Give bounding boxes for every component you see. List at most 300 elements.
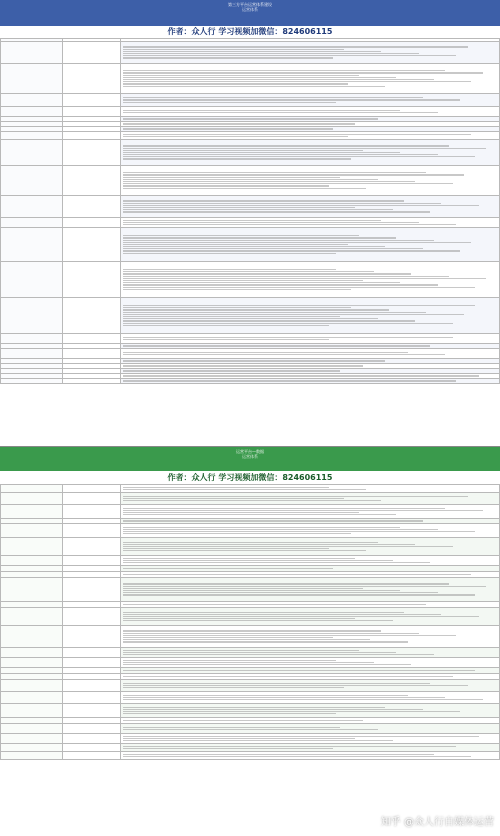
sheet2-author-banner: 作者：众人行 学习视频加微信：824606115 — [0, 472, 500, 484]
sheet1-detail-text-line — [123, 179, 378, 180]
sheet1-detail-text-line — [123, 181, 416, 182]
sheet1-detail-text-line — [123, 273, 412, 274]
sheet2-detail-text-line — [123, 670, 476, 671]
sheet2-detail-text-line — [123, 720, 363, 721]
sheet2-detail-text-line — [123, 562, 431, 563]
sheet2-table-row — [1, 734, 500, 744]
sheet2-table-row — [1, 658, 500, 668]
sheet1-detail-text-line — [123, 289, 352, 290]
sheet1-table-row — [1, 349, 500, 359]
sheet1-cell-detail — [121, 166, 500, 196]
sheet1-cell-item — [63, 94, 121, 107]
sheet2-cell-category — [1, 556, 63, 566]
sheet1-detail-text-line — [123, 224, 457, 225]
sheet2-cell-category — [1, 724, 63, 734]
sheet1-detail-text-line — [123, 309, 389, 310]
sheet2-cell-item — [63, 608, 121, 626]
sheet1-cell-category — [1, 42, 63, 64]
sheet2-detail-text-line — [123, 637, 333, 638]
sheet1-cell-detail — [121, 140, 500, 166]
sheet1-table-row — [1, 94, 500, 107]
sheet1-detail-text-line — [123, 136, 348, 137]
sheet2-table-row — [1, 608, 500, 626]
sheet2-detail-text-line — [123, 729, 378, 730]
sheet2-detail-text-line — [123, 614, 442, 615]
sheet2-detail-text-line — [123, 514, 397, 515]
sheet1-table-row — [1, 262, 500, 298]
sheet2-cell-item — [63, 505, 121, 519]
sheet1-detail-text-line — [123, 79, 434, 80]
sheet2-cell-item — [63, 752, 121, 760]
sheet1-cell-item — [63, 228, 121, 262]
sheet1-detail-text-line — [123, 188, 367, 189]
sheet1-cell-detail — [121, 218, 500, 228]
sheet-operation-platform-data — [0, 447, 500, 836]
sheet1-detail-text-line — [123, 97, 423, 98]
sheet2-cell-item — [63, 556, 121, 566]
sheet2-cell-detail — [121, 704, 500, 718]
sheet2-detail-text-line — [123, 748, 333, 749]
sheet1-table-row — [1, 379, 500, 384]
sheet1-cell-item — [63, 166, 121, 196]
sheet2-detail-text-line — [123, 650, 359, 651]
sheet2-cell-detail — [121, 556, 500, 566]
sheet1-table-row — [1, 140, 500, 166]
sheet2-table-row — [1, 680, 500, 692]
sheet1-cell-detail — [121, 132, 500, 140]
sheet2-cell-category — [1, 744, 63, 752]
sheet1-header-title: 第三方平台运营体系建设 — [228, 2, 272, 7]
sheet1-cell-category — [1, 298, 63, 334]
sheet1-table-row — [1, 42, 500, 64]
sheet1-cell-detail — [121, 94, 500, 107]
sheet2-cell-item — [63, 658, 121, 668]
sheet1-detail-text-line — [123, 134, 472, 135]
sheet1-cell-item — [63, 218, 121, 228]
sheet1-detail-text-line — [123, 112, 438, 113]
sheet1-cell-category — [1, 107, 63, 117]
sheet1-cell-detail — [121, 349, 500, 359]
sheet1-header — [0, 0, 500, 26]
sheet2-detail-text-line — [123, 754, 434, 755]
sheet2-header-title: 运营平台—数据 — [236, 449, 264, 454]
sheet2-table-row — [1, 752, 500, 760]
sheet2-cell-detail — [121, 493, 500, 505]
sheet1-detail-text-line — [123, 75, 359, 76]
sheet1-cell-detail — [121, 64, 500, 94]
sheet1-detail-text-line — [123, 70, 446, 71]
sheet1-cell-detail — [121, 107, 500, 117]
sheet1-cell-category — [1, 166, 63, 196]
sheet2-table-row — [1, 692, 500, 704]
sheet1-detail-text-line — [123, 280, 363, 281]
sheet2-detail-text-line — [123, 574, 472, 575]
sheet1-cell-item — [63, 349, 121, 359]
sheet1-detail-text-line — [123, 207, 356, 208]
sheet1-detail-text-line — [123, 205, 479, 206]
sheet2-table-row — [1, 648, 500, 658]
sheet1-detail-text-line — [123, 305, 476, 306]
sheet1-detail-text-line — [123, 284, 438, 285]
sheet1-author-banner: 作者：众人行 学习视频加微信：824606115 — [0, 26, 500, 38]
sheet2-detail-text-line — [123, 652, 397, 653]
sheet1-table-row — [1, 196, 500, 218]
sheet1-detail-text-line — [123, 152, 401, 153]
sheet2-cell-category — [1, 485, 63, 493]
sheet1-detail-text-line — [123, 211, 431, 212]
sheet1-detail-text-line — [123, 246, 386, 247]
sheet2-cell-item — [63, 744, 121, 752]
sheet2-cell-item — [63, 724, 121, 734]
sheet1-detail-text-line — [123, 360, 386, 361]
sheet2-detail-text-line — [123, 727, 341, 728]
sheet2-detail-text-line — [123, 620, 393, 621]
sheet1-cell-item — [63, 298, 121, 334]
sheet1-cell-category — [1, 218, 63, 228]
sheet1-detail-text-line — [123, 99, 461, 100]
sheet2-cell-item — [63, 485, 121, 493]
sheet2-detail-text-line — [123, 709, 423, 710]
sheet2-detail-text-line — [123, 583, 449, 584]
sheet2-cell-category — [1, 734, 63, 744]
sheet2-detail-text-line — [123, 588, 363, 589]
sheet2-detail-text-line — [123, 512, 359, 513]
sheet2-detail-text-line — [123, 487, 329, 488]
sheet1-detail-text-line — [123, 172, 427, 173]
sheet2-cell-category — [1, 648, 63, 658]
sheet2-table-row — [1, 724, 500, 734]
sheet1-detail-text-line — [123, 248, 423, 249]
sheet1-detail-text-line — [123, 380, 457, 381]
sheet1-cell-category — [1, 94, 63, 107]
sheet1-detail-text-line — [123, 148, 487, 149]
sheet1-detail-text-line — [123, 278, 487, 279]
sheet1-cell-category — [1, 379, 63, 384]
sheet1-detail-text-line — [123, 253, 337, 254]
sheet2-detail-text-line — [123, 568, 333, 569]
sheet2-cell-detail — [121, 734, 500, 744]
sheet1-detail-text-line — [123, 365, 363, 366]
sheet2-detail-text-line — [123, 508, 446, 509]
sheet1-detail-text-line — [123, 183, 453, 184]
sheet1-detail-text-line — [123, 354, 446, 355]
sheet2-table-row — [1, 505, 500, 519]
sheet1-detail-text-line — [123, 51, 382, 52]
sheet2-cell-detail — [121, 485, 500, 493]
sheet1-detail-text-line — [123, 150, 363, 151]
sheet1-cell-item — [63, 379, 121, 384]
sheet2-cell-item — [63, 648, 121, 658]
sheet1-detail-text-line — [123, 325, 329, 326]
sheet1-detail-text-line — [123, 269, 337, 270]
sheet2-detail-text-line — [123, 510, 483, 511]
sheet1-cell-category — [1, 228, 63, 262]
sheet1-detail-text-line — [123, 128, 333, 129]
sheet2-table-row — [1, 578, 500, 602]
sheet2-detail-text-line — [123, 654, 434, 655]
sheet1-cell-category — [1, 196, 63, 218]
sheet2-cell-category — [1, 692, 63, 704]
sheet1-detail-text-line — [123, 77, 397, 78]
sheet2-table-row — [1, 538, 500, 556]
sheet1-detail-text-line — [123, 81, 472, 82]
sheet2-detail-text-line — [123, 531, 476, 532]
sheet1-detail-text-line — [123, 203, 442, 204]
sheet2-detail-text-line — [123, 558, 356, 559]
sheet2-detail-text-line — [123, 695, 408, 696]
sheet1-detail-text-line — [123, 242, 472, 243]
sheet2-cell-detail — [121, 724, 500, 734]
sheet1-detail-text-line — [123, 158, 352, 159]
sheet1-detail-text-line — [123, 118, 378, 119]
sheet1-detail-text-line — [123, 72, 483, 73]
sheet1-detail-text-line — [123, 220, 382, 221]
sheet2-detail-text-line — [123, 713, 337, 714]
sheet1-cell-category — [1, 132, 63, 140]
sheet1-detail-text-line — [123, 250, 461, 251]
sheet2-detail-text-line — [123, 633, 419, 634]
sheet2-detail-text-line — [123, 529, 438, 530]
sheet2-cell-item — [63, 578, 121, 602]
sheet1-table-row — [1, 334, 500, 344]
sheet2-cell-category — [1, 608, 63, 626]
sheet1-cell-category — [1, 334, 63, 344]
sheet1-detail-text-line — [123, 57, 333, 58]
sheet2-detail-text-line — [123, 635, 457, 636]
sheet1-detail-text-line — [123, 185, 329, 186]
sheet1-detail-text-line — [123, 307, 352, 308]
sheet2-header-subtitle: 运营体系 — [242, 454, 258, 459]
sheet1-detail-text-line — [123, 123, 356, 124]
sheet2-detail-text-line — [123, 550, 367, 551]
sheet2-cell-detail — [121, 692, 500, 704]
sheet2-cell-item — [63, 704, 121, 718]
sheet2-cell-item — [63, 524, 121, 538]
sheet2-detail-text-line — [123, 560, 393, 561]
sheet1-cell-item — [63, 262, 121, 298]
sheet1-detail-text-line — [123, 177, 341, 178]
sheet1-cell-detail — [121, 334, 500, 344]
sheet1-cell-detail — [121, 196, 500, 218]
sheet2-header — [0, 447, 500, 471]
sheet1-detail-text-line — [123, 46, 468, 47]
sheet1-cell-detail — [121, 228, 500, 262]
sheet1-detail-text-line — [123, 339, 329, 340]
sheet1-cell-item — [63, 42, 121, 64]
sheet1-detail-text-line — [123, 320, 416, 321]
sheet1-detail-text-line — [123, 156, 476, 157]
sheet1-cell-detail — [121, 42, 500, 64]
sheet2-detail-text-line — [123, 544, 416, 545]
sheet1-detail-text-line — [123, 49, 344, 50]
sheet1-table-row — [1, 64, 500, 94]
sheet2-detail-text-line — [123, 542, 378, 543]
sheet1-cell-category — [1, 140, 63, 166]
sheet2-cell-item — [63, 692, 121, 704]
sheet2-cell-item — [63, 626, 121, 648]
sheet1-detail-text-line — [123, 102, 337, 103]
sheet1-cell-category — [1, 262, 63, 298]
sheet2-cell-category — [1, 704, 63, 718]
sheet2-detail-text-line — [123, 756, 472, 757]
sheet1-cell-item — [63, 140, 121, 166]
sheet2-detail-text-line — [123, 586, 487, 587]
sheet2-cell-category — [1, 505, 63, 519]
sheet1-detail-text-line — [123, 237, 397, 238]
sheet1-detail-text-line — [123, 110, 401, 111]
watermark: 知乎 @众人行自媒体运营 — [380, 817, 494, 828]
sheet2-cell-category — [1, 493, 63, 505]
sheet1-detail-text-line — [123, 174, 464, 175]
sheet2-detail-text-line — [123, 533, 352, 534]
sheet1-table-row — [1, 132, 500, 140]
sheet1-detail-text-line — [123, 83, 348, 84]
sheet2-detail-text-line — [123, 641, 408, 642]
sheet2-table-row — [1, 704, 500, 718]
sheet1-detail-text-line — [123, 86, 386, 87]
sheet2-detail-text-line — [123, 604, 427, 605]
sheet1-cell-detail — [121, 298, 500, 334]
sheet2-detail-text-line — [123, 527, 401, 528]
sheet1-cell-item — [63, 334, 121, 344]
sheet2-detail-text-line — [123, 616, 479, 617]
sheet2-detail-text-line — [123, 548, 329, 549]
sheet1-detail-text-line — [123, 352, 408, 353]
sheet1-detail-text-line — [123, 375, 479, 376]
sheet2-detail-text-line — [123, 746, 457, 747]
sheet2-cell-detail — [121, 658, 500, 668]
sheet2-cell-category — [1, 752, 63, 760]
sheet1-detail-text-line — [123, 282, 401, 283]
sheet1-table-row — [1, 218, 500, 228]
sheet2-cell-detail — [121, 538, 500, 556]
sheet2-cell-category — [1, 680, 63, 692]
sheet2-cell-category — [1, 578, 63, 602]
sheet1-detail-text-line — [123, 337, 453, 338]
sheet2-cell-category — [1, 524, 63, 538]
sheet2-cell-category — [1, 626, 63, 648]
sheet1-detail-text-line — [123, 200, 404, 201]
sheet1-cell-item — [63, 196, 121, 218]
sheet2-detail-text-line — [123, 500, 382, 501]
sheet2-detail-text-line — [123, 740, 393, 741]
sheet2-cell-detail — [121, 744, 500, 752]
sheet2-detail-text-line — [123, 662, 374, 663]
sheet2-table-row — [1, 524, 500, 538]
sheet1-cell-item — [63, 64, 121, 94]
sheet2-detail-text-line — [123, 590, 401, 591]
sheet2-cell-item — [63, 680, 121, 692]
sheet2-detail-text-line — [123, 687, 344, 688]
sheet1-cell-detail — [121, 379, 500, 384]
sheet2-detail-text-line — [123, 660, 337, 661]
sheet1-table-row — [1, 228, 500, 262]
sheet1-detail-text-line — [123, 244, 348, 245]
sheet2-detail-text-line — [123, 594, 476, 595]
sheet2-table-row — [1, 493, 500, 505]
sheet2-cell-category — [1, 538, 63, 556]
sheet2-detail-text-line — [123, 699, 483, 700]
sheet2-detail-text-line — [123, 664, 412, 665]
sheet2-detail-text-line — [123, 496, 468, 497]
sheet2-detail-text-line — [123, 707, 386, 708]
sheet2-cell-category — [1, 658, 63, 668]
sheet2-cell-item — [63, 493, 121, 505]
sheet1-detail-text-line — [123, 271, 374, 272]
sheet2-detail-text-line — [123, 520, 423, 521]
sheet1-cell-detail — [121, 262, 500, 298]
sheet1-detail-text-line — [123, 53, 419, 54]
sheet2-table-row — [1, 744, 500, 752]
sheet1-detail-text-line — [123, 318, 378, 319]
sheet1-table-row — [1, 298, 500, 334]
sheet1-detail-text-line — [123, 222, 419, 223]
sheet1-detail-text-line — [123, 154, 438, 155]
sheet2-detail-text-line — [123, 697, 446, 698]
sheet1-detail-text-line — [123, 276, 449, 277]
sheet1-detail-text-line — [123, 55, 457, 56]
sheet2-detail-text-line — [123, 639, 371, 640]
sheet2-table — [0, 484, 500, 760]
sheet2-cell-detail — [121, 578, 500, 602]
sheet1-cell-category — [1, 349, 63, 359]
sheet2-detail-text-line — [123, 685, 468, 686]
sheet2-detail-text-line — [123, 738, 356, 739]
sheet1-header-subtitle: 运营体系 — [242, 7, 258, 12]
sheet2-cell-item — [63, 734, 121, 744]
sheet2-table-row — [1, 485, 500, 493]
sheet2-detail-text-line — [123, 630, 382, 631]
sheet2-detail-text-line — [123, 489, 367, 490]
sheet2-detail-text-line — [123, 736, 479, 737]
sheet1-detail-text-line — [123, 145, 449, 146]
sheet1-cell-item — [63, 132, 121, 140]
sheet2-detail-text-line — [123, 676, 453, 677]
sheet2-cell-detail — [121, 626, 500, 648]
sheet1-table-row — [1, 107, 500, 117]
sheet1-detail-text-line — [123, 345, 431, 346]
sheet1-detail-text-line — [123, 209, 393, 210]
sheet1-detail-text-line — [123, 235, 359, 236]
sheet1-detail-text-line — [123, 316, 341, 317]
sheet2-detail-text-line — [123, 498, 344, 499]
sheet2-cell-detail — [121, 680, 500, 692]
sheet2-cell-detail — [121, 608, 500, 626]
sheet2-detail-text-line — [123, 711, 461, 712]
sheet1-table — [0, 38, 500, 384]
sheet2-cell-detail — [121, 752, 500, 760]
sheet1-cell-category — [1, 64, 63, 94]
sheet2-detail-text-line — [123, 592, 438, 593]
sheet2-cell-detail — [121, 648, 500, 658]
sheet1-detail-text-line — [123, 240, 434, 241]
sheet2-detail-text-line — [123, 612, 404, 613]
sheet2-detail-text-line — [123, 618, 356, 619]
sheet1-detail-text-line — [123, 314, 464, 315]
sheet2-cell-detail — [121, 505, 500, 519]
sheet1-table-row — [1, 166, 500, 196]
sheet1-detail-text-line — [123, 370, 341, 371]
sheet2-detail-text-line — [123, 546, 453, 547]
sheet2-cell-detail — [121, 524, 500, 538]
sheet1-detail-text-line — [123, 323, 453, 324]
sheet1-detail-text-line — [123, 312, 427, 313]
sheet1-detail-text-line — [123, 287, 476, 288]
sheet2-table-row — [1, 626, 500, 648]
sheet2-cell-item — [63, 538, 121, 556]
sheet2-table-row — [1, 556, 500, 566]
sheet1-cell-item — [63, 107, 121, 117]
